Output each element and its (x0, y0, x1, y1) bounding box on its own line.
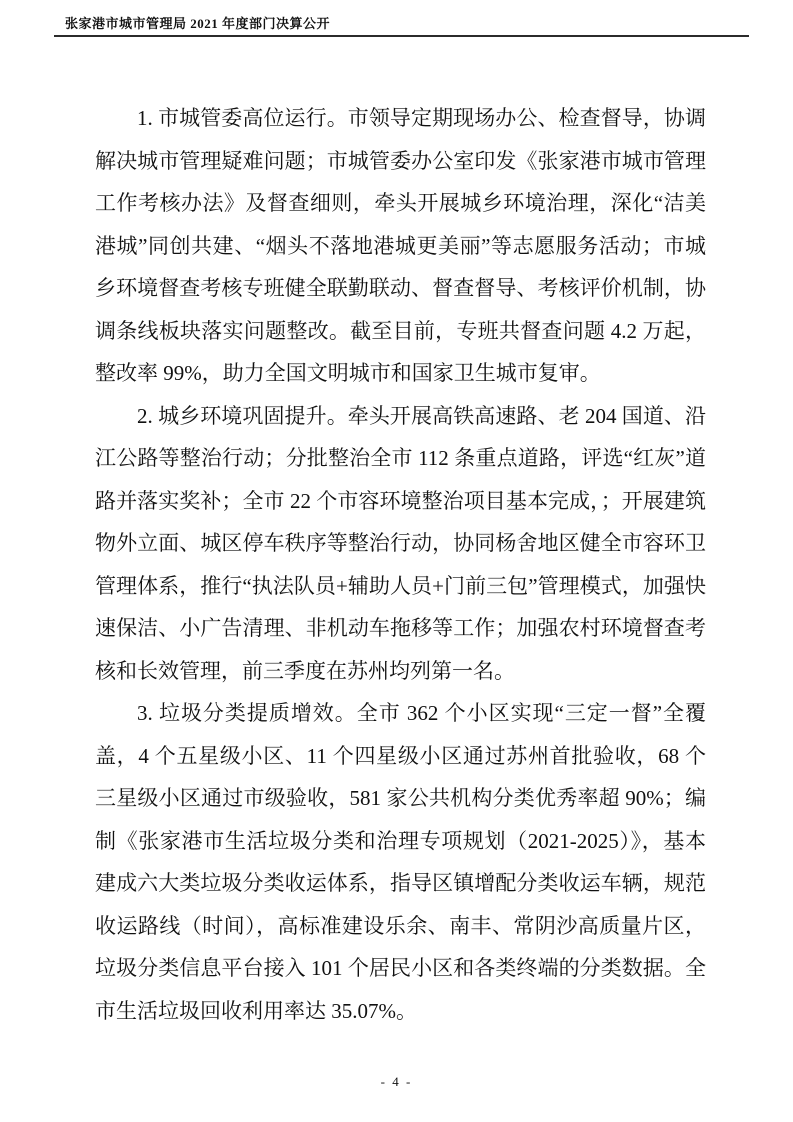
page-number: - 4 - (380, 1074, 413, 1089)
paragraph-2: 2. 城乡环境巩固提升。牵头开展高铁高速路、老 204 国道、沿江公路等整治行动；分批整治全市 112 条重点道路，评选“红灰”道路并落实奖补；全市 22 个市容环境整治项目基本完成，；开展建筑物外立面、城区停车秩序等整治行动，协同杨舍地区健全市容环卫管理体系，推行“执法队员+辅助人员+门前三包”管理模式，加强快速保洁、小广告清理、非机动车拖移等工作；加强农村环境督查考核和长效管理，前三季度在苏州均列第一名。 (95, 403, 706, 683)
header-divider (54, 35, 749, 37)
document-body (95, 97, 706, 1032)
paragraph-3: 3. 垃圾分类提质增效。全市 362 个小区实现“三定一督”全覆盖，4 个五星级小区、11 个四星级小区通过苏州首批验收，68 个三星级小区通过市级验收，581 家公共机构分类优秀率超 90%；编制《张家港市生活垃圾分类和治理专项规划（2021-2025）》，基本建成六大类垃圾分类收运体系，指导区镇增配分类收运车辆，规范收运路线（时间），高标准建设乐余、南丰、常阴沙高质量片区，垃圾分类信息平台接入 101 个居民小区和各类终端的分类数据。全市生活垃圾回收利用率达 35.07%。 (95, 701, 706, 1023)
paragraph-1: 1. 市城管委高位运行。市领导定期现场办公、检查督导，协调解决城市管理疑难问题；市城管委办公室印发《张家港市城市管理工作考核办法》及督查细则，牵头开展城乡环境治理，深化“洁美港城”同创共建、“烟头不落地港城更美丽”等志愿服务活动；市城乡环境督查考核专班健全联勤联动、督查督导、考核评价机制，协调条线板块落实问题整改。截至目前，专班共督查问题 4.2 万起，整改率 99%，助力全国文明城市和国家卫生城市复审。 (95, 106, 706, 385)
document-header-title: 张家港市城市管理局 2021 年度部门决算公开 (65, 16, 331, 31)
